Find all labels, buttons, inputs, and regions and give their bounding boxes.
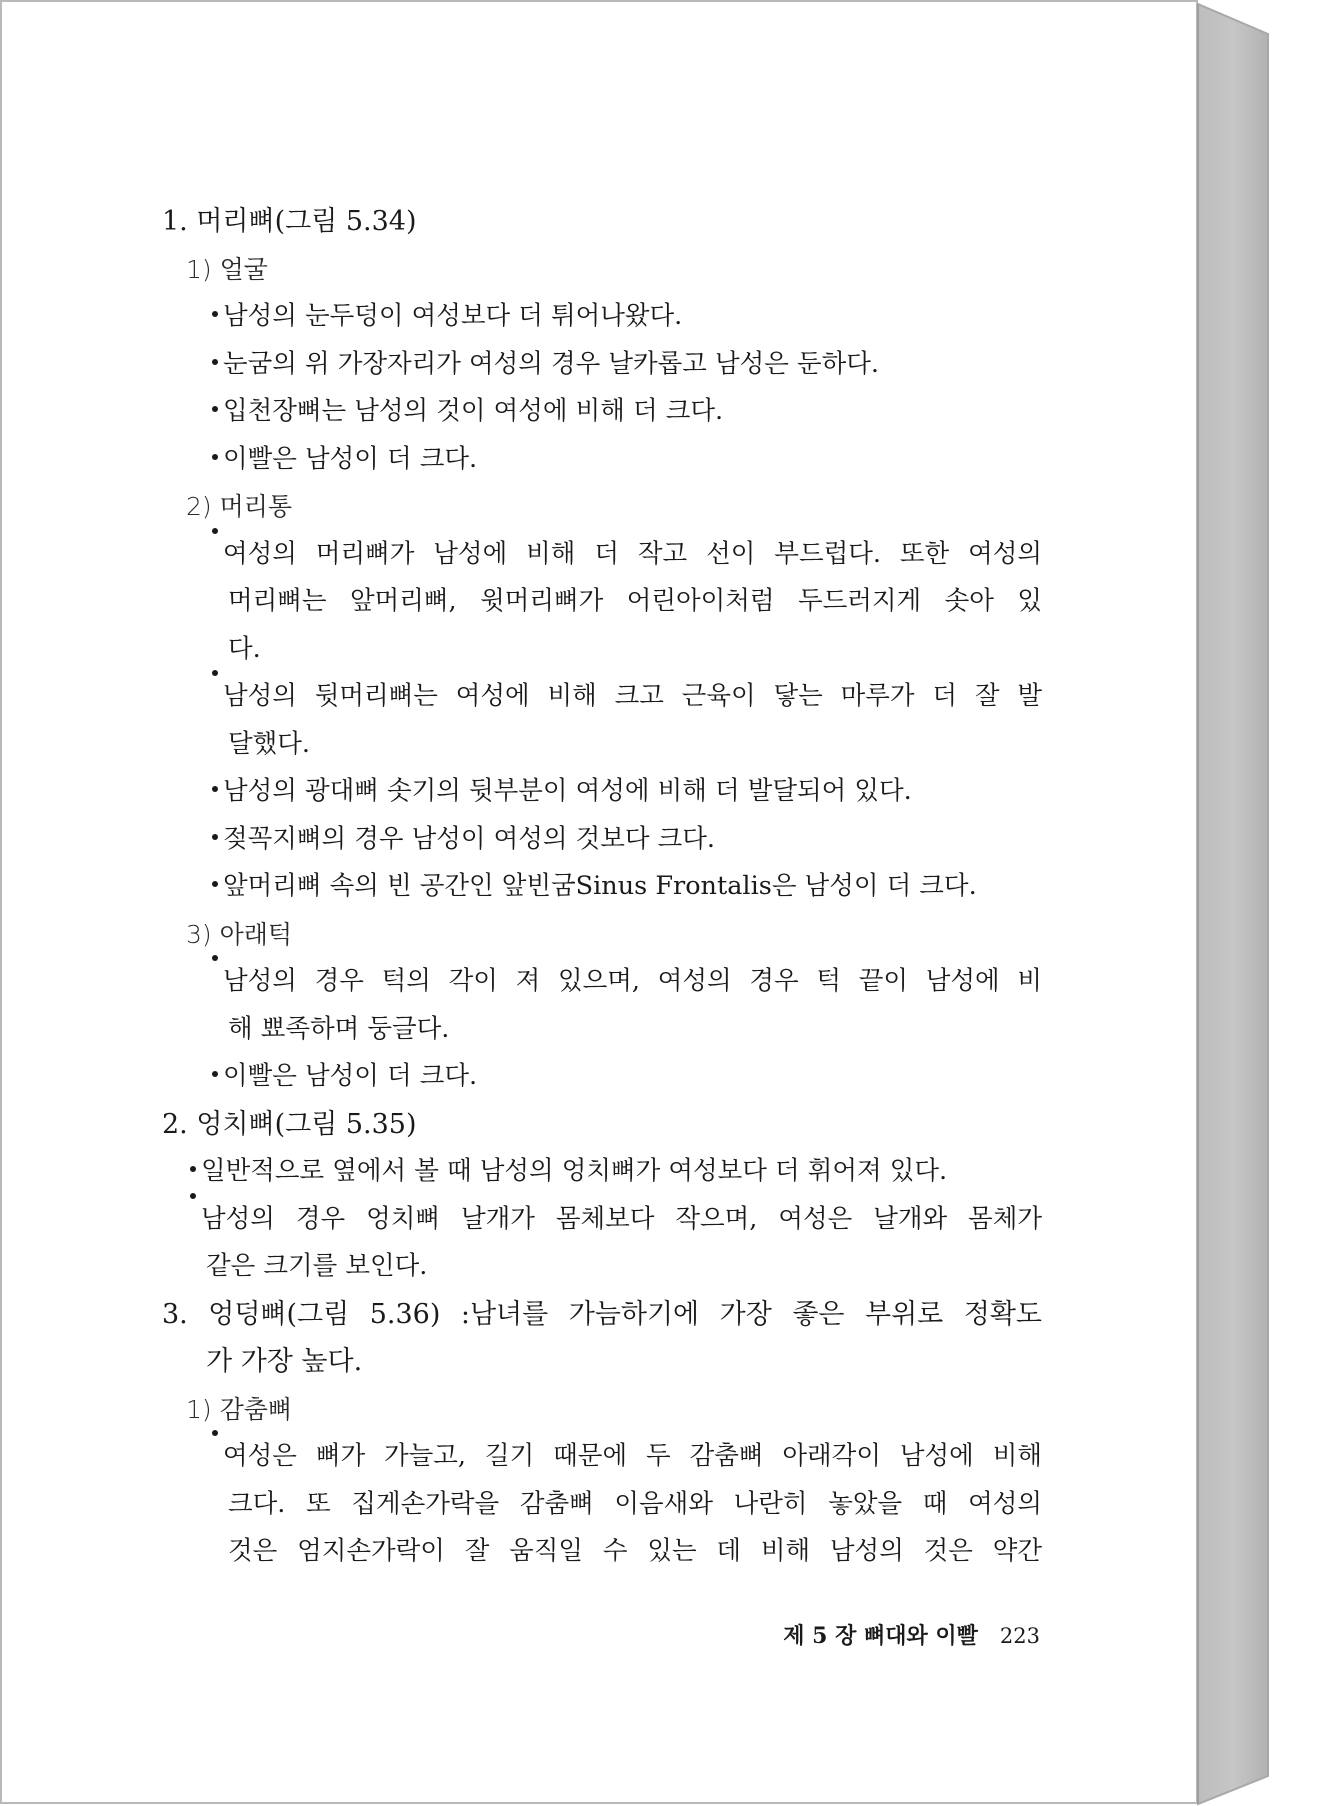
section-heading xyxy=(162,198,1042,246)
bullet-icon xyxy=(212,311,218,317)
line-text: 여성의 머리뼈가 남성에 비해 더 작고 선이 부드럽다. 또한 여성의 xyxy=(223,538,1042,569)
bullet-icon xyxy=(212,786,218,792)
text-line xyxy=(162,1433,1042,1481)
line-text: 이빨은 남성이 더 크다. xyxy=(223,1061,478,1091)
page-footer xyxy=(754,1619,1040,1650)
text-line xyxy=(162,768,1042,816)
line-text: 달했다. xyxy=(228,728,311,759)
line-text: 이빨은 남성이 더 크다. xyxy=(223,443,478,474)
text-line xyxy=(162,721,1042,769)
line-text: 크다. 또 집게손가락을 감춤뼈 이음새와 나란히 놓았을 때 여성의 xyxy=(228,1488,1042,1519)
text-line xyxy=(162,673,1042,721)
section-heading xyxy=(162,1338,1042,1386)
page-body xyxy=(162,198,1042,1576)
section-heading xyxy=(162,1291,1042,1339)
line-text: 머리뼈는 앞머리뼈, 윗머리뼈가 어린아이처럼 두드러지게 솟아 있 xyxy=(228,586,1042,616)
text-line xyxy=(162,1053,1042,1101)
subsection-heading xyxy=(162,911,1042,959)
chapter-title: 제 5 장 뼈대와 이빨 xyxy=(783,1623,978,1649)
line-text: 해 뾰족하며 둥글다. xyxy=(228,1013,450,1044)
text-line xyxy=(162,1481,1042,1529)
line-text: 입천장뼈는 남성의 것이 여성에 비해 더 크다. xyxy=(223,396,724,426)
bullet-icon xyxy=(212,406,218,412)
text-line xyxy=(162,436,1042,484)
page-number: 223 xyxy=(999,1624,1040,1648)
line-text: 남성의 뒷머리뼈는 여성에 비해 크고 근육이 닿는 마루가 더 잘 발 xyxy=(223,681,1042,711)
line-text: 남성의 눈두덩이 여성보다 더 튀어나왔다. xyxy=(223,301,683,331)
line-text: 가 가장 높다. xyxy=(206,1346,363,1377)
bullet-icon xyxy=(212,834,218,840)
line-text: 3) 아래턱 xyxy=(186,919,293,949)
line-text: 1) 얼굴 xyxy=(186,254,268,284)
text-line xyxy=(162,626,1042,674)
bullet-icon xyxy=(190,1166,196,1172)
text-line xyxy=(162,863,1042,911)
text-line xyxy=(162,388,1042,436)
text-line xyxy=(162,958,1042,1006)
line-text: 남성의 광대뼈 솟기의 뒷부분이 여성에 비해 더 발달되어 있다. xyxy=(223,776,912,806)
text-line xyxy=(162,1243,1042,1291)
bullet-icon xyxy=(212,881,218,887)
line-text: 남성의 경우 턱의 각이 져 있으며, 여성의 경우 턱 끝이 남성에 비 xyxy=(223,966,1042,996)
subsection-heading xyxy=(162,1386,1042,1434)
section-heading xyxy=(162,1101,1042,1149)
subsection-heading xyxy=(162,246,1042,294)
line-text: 1. 머리뼈(그림 5.34) xyxy=(162,206,417,237)
line-text: 일반적으로 옆에서 볼 때 남성의 엉치뼈가 여성보다 더 휘어져 있다. xyxy=(201,1156,948,1186)
bullet-icon xyxy=(212,454,218,460)
text-line xyxy=(162,1196,1042,1244)
text-line xyxy=(162,293,1042,341)
bullet-icon xyxy=(212,670,218,676)
bullet-icon xyxy=(190,1193,196,1199)
text-line xyxy=(162,1528,1042,1576)
bullet-icon xyxy=(212,528,218,534)
line-text: 같은 크기를 보인다. xyxy=(206,1251,428,1281)
text-line xyxy=(162,531,1042,579)
line-text: 여성은 뼈가 가늘고, 길기 때문에 두 감춤뼈 아래각이 남성에 비해 xyxy=(223,1441,1042,1471)
text-line xyxy=(162,578,1042,626)
text-line xyxy=(162,1006,1042,1054)
bullet-icon xyxy=(212,1430,218,1436)
line-text: 남성의 경우 엉치뼈 날개가 몸체보다 작으며, 여성은 날개와 몸체가 xyxy=(201,1203,1042,1234)
text-line xyxy=(162,816,1042,864)
line-text: 2. 엉치뼈(그림 5.35) xyxy=(162,1108,417,1140)
line-text: 다. xyxy=(228,633,261,664)
line-text: 젖꼭지뼈의 경우 남성이 여성의 것보다 크다. xyxy=(223,823,716,854)
line-text: 앞머리뼈 속의 빈 공간인 앞빈굼Sinus Frontalis은 남성이 더 크다. xyxy=(223,871,977,901)
line-text: 것은 엄지손가락이 잘 움직일 수 있는 데 비해 남성의 것은 약간 xyxy=(228,1536,1042,1566)
text-line xyxy=(162,341,1042,389)
text-line xyxy=(162,1148,1042,1196)
line-text: 눈굼의 위 가장자리가 여성의 경우 날카롭고 남성은 둔하다. xyxy=(223,348,880,379)
line-text: 1) 감춤뼈 xyxy=(186,1394,293,1424)
bullet-icon xyxy=(212,1071,218,1077)
line-text: 3. 엉덩뼈(그림 5.36) :남녀를 가늠하기에 가장 좋은 부위로 정확도 xyxy=(162,1298,1042,1330)
bullet-icon xyxy=(212,359,218,365)
bullet-icon xyxy=(212,955,218,961)
subsection-heading xyxy=(162,483,1042,531)
line-text: 2) 머리통 xyxy=(186,492,293,521)
